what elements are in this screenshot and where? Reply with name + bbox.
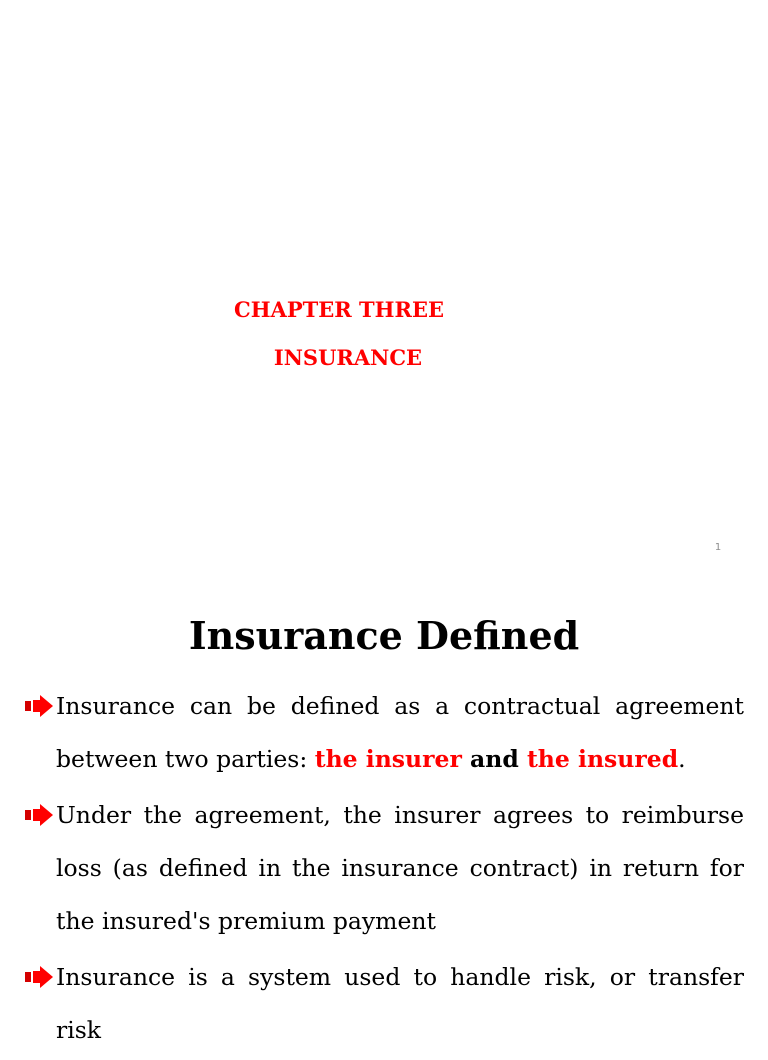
- chapter-title: INSURANCE: [273, 345, 423, 370]
- red-arrow-icon: [24, 693, 54, 719]
- bullet-text: Insurance can be defined as a contractual agreement between two parties:: [56, 692, 744, 773]
- bullet-item: [24, 789, 744, 948]
- red-arrow-icon: [24, 964, 54, 990]
- slide-title: Insurance Defined: [188, 613, 580, 658]
- term-insurer: the insurer: [314, 745, 462, 773]
- bullet-text: Insurance is a system used to handle risk, or transfer risk: [56, 963, 744, 1044]
- red-arrow-icon: [24, 802, 54, 828]
- slide-number: 1: [714, 542, 722, 553]
- slide-insurance-defined: [0, 576, 768, 1044]
- bullet-item: [24, 951, 744, 1057]
- bullet-item: [24, 680, 744, 786]
- bullet-list: [24, 680, 744, 1060]
- chapter-label: CHAPTER THREE: [234, 297, 444, 322]
- bullet-text: Under the agreement, the insurer agrees to reimburse loss (as defined in the insurance contract) in return for the insured's premium payment: [56, 801, 744, 935]
- term-insured: the insured: [526, 745, 679, 773]
- bullet-conjunction: and: [461, 745, 527, 773]
- bullet-period: .: [678, 745, 686, 773]
